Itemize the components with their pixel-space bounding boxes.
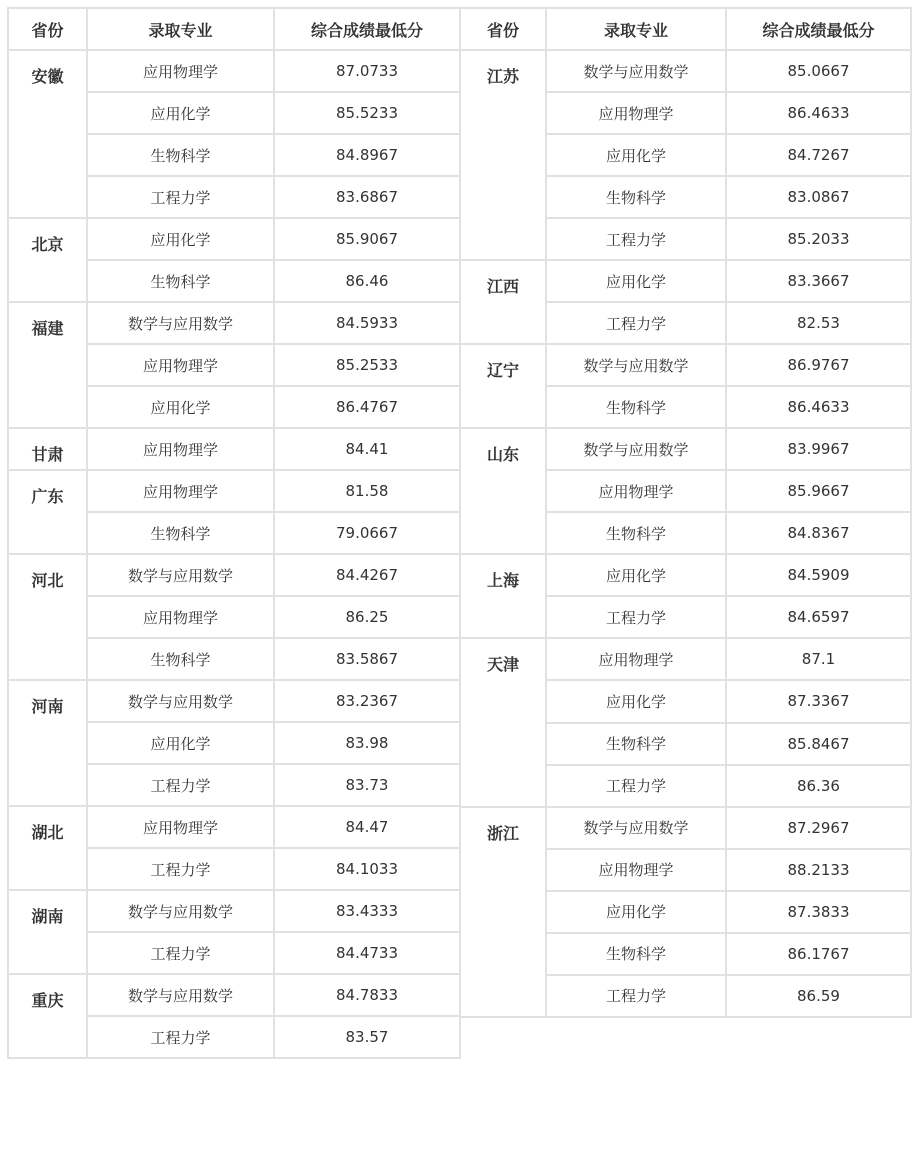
province-cell: 湖北 [8,806,87,890]
score-cell: 84.5909 [726,554,911,596]
province-cell: 北京 [8,218,87,302]
major-cell: 应用物理学 [87,596,274,638]
header-province: 省份 [8,8,87,50]
major-cell: 数学与应用数学 [87,974,274,1016]
score-cell: 87.3367 [726,680,911,722]
major-cell: 数学与应用数学 [546,344,726,386]
table-row [460,344,911,386]
table-row [460,260,911,302]
major-cell: 工程力学 [87,176,274,218]
score-cell: 83.6867 [274,176,460,218]
major-cell: 生物科学 [87,260,274,302]
province-cell: 山东 [460,428,546,554]
major-cell: 应用化学 [546,134,726,176]
header-major: 录取专业 [87,8,274,50]
admission-scores-table [7,7,912,1059]
major-cell: 数学与应用数学 [546,807,726,849]
score-cell: 85.8467 [726,723,911,765]
score-cell: 85.2533 [274,344,460,386]
score-cell: 87.0733 [274,50,460,92]
score-cell: 83.0867 [726,176,911,218]
table-row [460,807,911,849]
score-cell: 83.73 [274,764,460,806]
province-cell: 甘肃 [8,428,87,470]
major-cell: 生物科学 [87,638,274,680]
table-row [460,428,911,470]
score-cell: 84.8367 [726,512,911,554]
score-cell: 83.57 [274,1016,460,1058]
table-row [460,50,911,92]
major-cell: 工程力学 [546,765,726,807]
major-cell: 应用化学 [87,218,274,260]
score-cell: 88.2133 [726,849,911,891]
major-cell: 工程力学 [87,932,274,974]
score-cell: 84.6597 [726,596,911,638]
table-row [8,428,460,470]
table-row [8,974,460,1016]
right-table-body [460,50,911,1059]
score-cell: 85.9667 [726,470,911,512]
table-row [8,554,460,596]
province-cell: 天津 [460,638,546,806]
score-cell: 81.58 [274,470,460,512]
empty-row [460,1017,911,1059]
table-row [8,806,460,848]
major-cell: 应用物理学 [87,806,274,848]
score-cell: 85.0667 [726,50,911,92]
major-cell: 生物科学 [87,134,274,176]
province-cell: 上海 [460,554,546,638]
major-cell: 工程力学 [546,975,726,1017]
major-cell: 生物科学 [546,176,726,218]
major-cell: 应用化学 [546,891,726,933]
major-cell: 工程力学 [87,848,274,890]
table-row [8,470,460,512]
province-cell: 辽宁 [460,344,546,428]
right-table [459,7,912,1059]
left-table [7,7,461,1059]
table-row [8,218,460,260]
table-row [8,890,460,932]
table-row [8,680,460,722]
score-cell: 83.2367 [274,680,460,722]
province-cell: 福建 [8,302,87,428]
table-row [460,554,911,596]
province-cell: 河北 [8,554,87,680]
score-cell: 86.9767 [726,344,911,386]
major-cell: 应用物理学 [546,638,726,680]
score-cell: 86.59 [726,975,911,1017]
major-cell: 应用化学 [87,92,274,134]
major-cell: 数学与应用数学 [87,302,274,344]
major-cell: 应用化学 [546,554,726,596]
province-cell: 浙江 [460,807,546,1017]
score-cell: 82.53 [726,302,911,344]
empty-cell [460,1017,911,1059]
major-cell: 应用化学 [87,722,274,764]
score-cell: 85.2033 [726,218,911,260]
major-cell: 数学与应用数学 [87,890,274,932]
major-cell: 应用物理学 [87,428,274,470]
province-cell: 湖南 [8,890,87,974]
score-cell: 86.4633 [726,92,911,134]
score-cell: 87.2967 [726,807,911,849]
major-cell: 生物科学 [546,512,726,554]
score-cell: 84.5933 [274,302,460,344]
major-cell: 工程力学 [546,302,726,344]
score-cell: 83.5867 [274,638,460,680]
score-cell: 86.25 [274,596,460,638]
score-cell: 86.4767 [274,386,460,428]
score-cell: 86.36 [726,765,911,807]
score-cell: 86.4633 [726,386,911,428]
score-cell: 83.4333 [274,890,460,932]
score-cell: 85.5233 [274,92,460,134]
score-cell: 83.3667 [726,260,911,302]
major-cell: 工程力学 [546,596,726,638]
major-cell: 工程力学 [87,764,274,806]
major-cell: 生物科学 [546,933,726,975]
major-cell: 生物科学 [546,386,726,428]
score-cell: 79.0667 [274,512,460,554]
score-cell: 86.46 [274,260,460,302]
major-cell: 应用物理学 [87,344,274,386]
score-cell: 83.9967 [726,428,911,470]
major-cell: 应用化学 [546,260,726,302]
province-cell: 江西 [460,260,546,344]
province-cell: 重庆 [8,974,87,1058]
major-cell: 应用物理学 [87,50,274,92]
table-row [8,302,460,344]
header-row [8,8,460,50]
major-cell: 生物科学 [546,723,726,765]
major-cell: 数学与应用数学 [546,50,726,92]
major-cell: 应用物理学 [546,849,726,891]
header-province: 省份 [460,8,546,50]
score-cell: 83.98 [274,722,460,764]
major-cell: 应用物理学 [87,470,274,512]
major-cell: 数学与应用数学 [87,554,274,596]
score-cell: 84.4267 [274,554,460,596]
major-cell: 生物科学 [87,512,274,554]
major-cell: 数学与应用数学 [87,680,274,722]
province-cell: 安徽 [8,50,87,218]
header-row [460,8,911,50]
table-row [8,50,460,92]
score-cell: 87.1 [726,638,911,680]
score-cell: 84.47 [274,806,460,848]
left-table-body [8,50,460,1058]
header-score: 综合成绩最低分 [726,8,911,50]
major-cell: 工程力学 [87,1016,274,1058]
major-cell: 应用化学 [87,386,274,428]
major-cell: 应用物理学 [546,470,726,512]
province-cell: 江苏 [460,50,546,260]
score-cell: 85.9067 [274,218,460,260]
score-cell: 84.7833 [274,974,460,1016]
major-cell: 应用物理学 [546,92,726,134]
province-cell: 河南 [8,680,87,806]
province-cell: 广东 [8,470,87,554]
score-cell: 86.1767 [726,933,911,975]
major-cell: 数学与应用数学 [546,428,726,470]
score-cell: 87.3833 [726,891,911,933]
score-cell: 84.7267 [726,134,911,176]
major-cell: 工程力学 [546,218,726,260]
major-cell: 应用化学 [546,680,726,722]
table-row [460,638,911,680]
header-major: 录取专业 [546,8,726,50]
score-cell: 84.8967 [274,134,460,176]
score-cell: 84.1033 [274,848,460,890]
score-cell: 84.41 [274,428,460,470]
header-score: 综合成绩最低分 [274,8,460,50]
score-cell: 84.4733 [274,932,460,974]
